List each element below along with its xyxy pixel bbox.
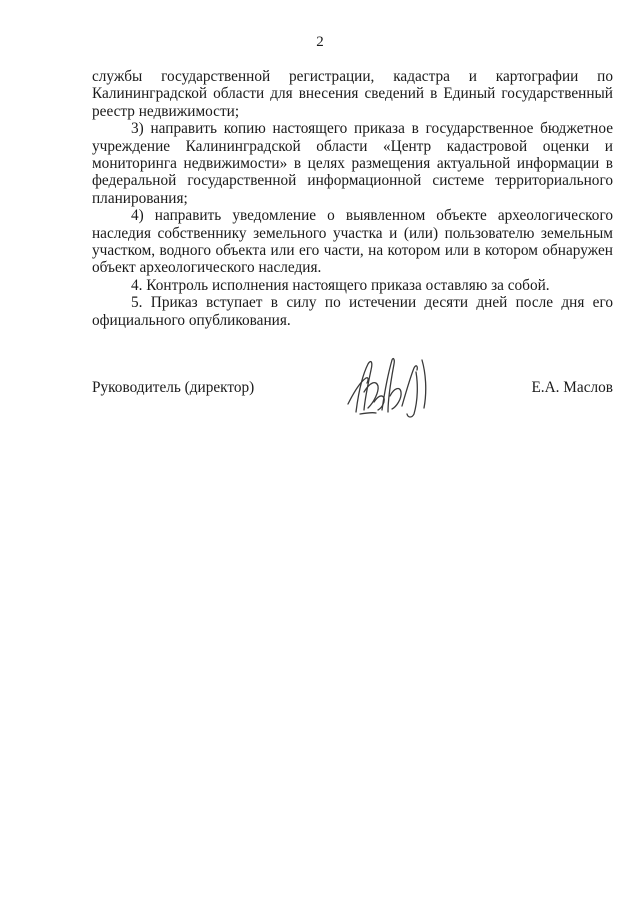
signer-title: Руководитель (директор) bbox=[92, 379, 255, 396]
paragraph-item-4: 4) направить уведомление о выявленном объекте археологического наследия собственнику земельного участка и (или) пользователю земельным участком, водного объекта или его части, на котором или в котором обнаружен объект археологического наследия. bbox=[92, 207, 613, 277]
paragraph-item-3: 3) направить копию настоящего приказа в государственное бюджетное учреждение Калининградской области «Центр кадастровой оценки и мониторинга недвижимости» в целях размещения актуальной информации в федеральной государственной информационной системе территориального планирования; bbox=[92, 120, 613, 207]
signer-name: Е.А. Маслов bbox=[531, 379, 613, 396]
paragraph-control: 4. Контроль исполнения настоящего приказа оставляю за собой. bbox=[131, 276, 550, 294]
page-number: 2 bbox=[316, 34, 324, 50]
document-body bbox=[92, 68, 613, 329]
signature-block bbox=[92, 352, 613, 422]
handwritten-signature-icon bbox=[338, 352, 438, 420]
paragraph-effective-date: 5. Приказ вступает в силу по истечении десяти дней после дня его официального опубликования. bbox=[92, 294, 613, 329]
paragraph-registry-continuation: службы государственной регистрации, кадастра и картографии по Калининградской области для внесения сведений в Единый государственный реестр недвижимости; bbox=[92, 68, 613, 120]
